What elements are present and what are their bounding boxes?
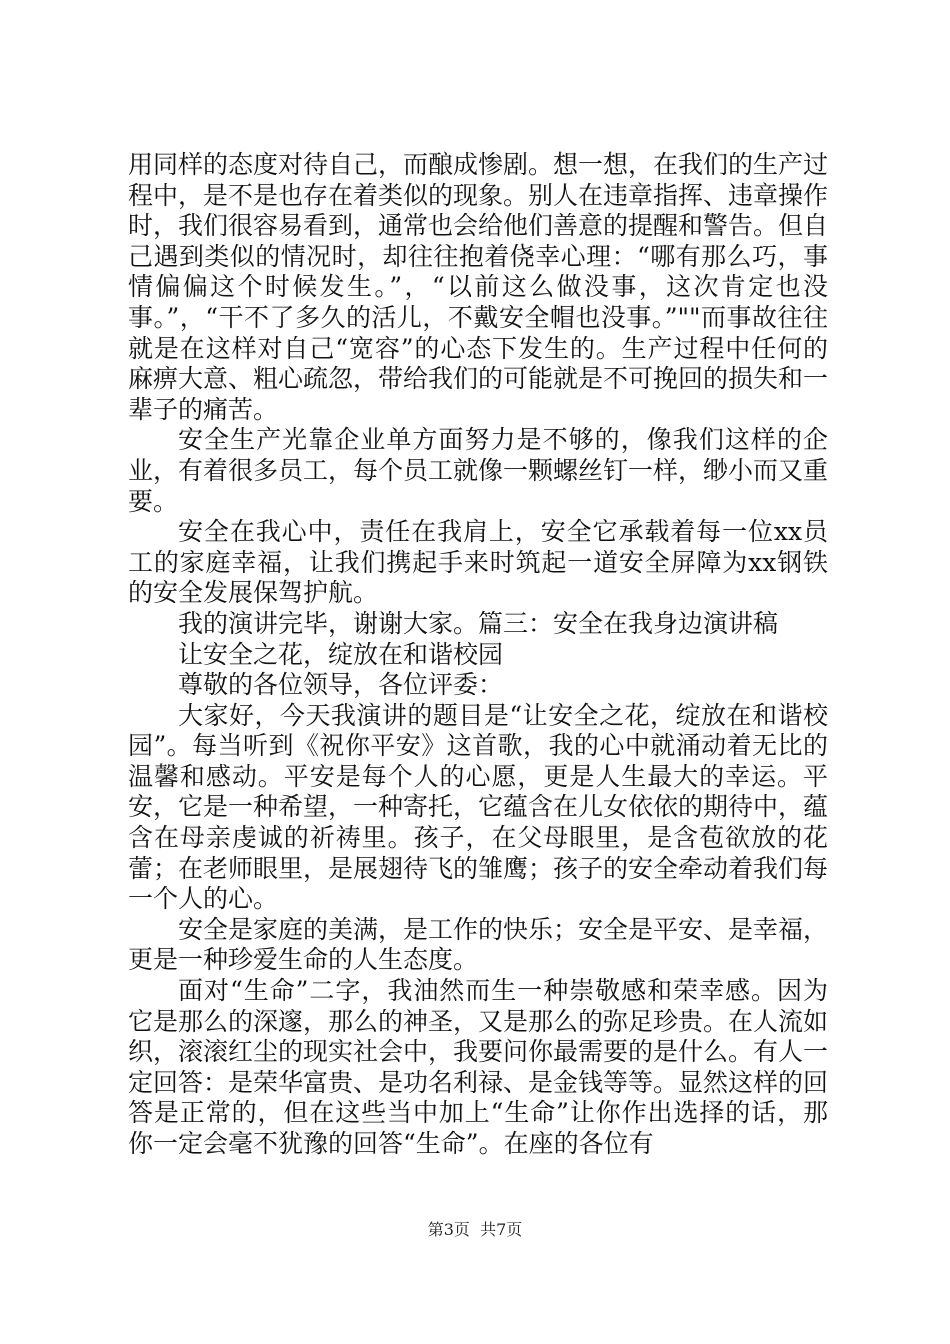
paragraph-8: 安全是家庭的美满，是工作的快乐；安全是平安、是幸福，更是一种珍爱生命的人生态度。 (128, 914, 829, 975)
page-footer (0, 1217, 950, 1240)
section-title: 让安全之花，绽放在和谐校园 (178, 639, 504, 669)
document-body (128, 150, 828, 1160)
paragraph-7: 大家好，今天我演讲的题目是“让安全之花，绽放在和谐校园”。每当听到《祝你平安》这首歌，我的心中就涌动着无比的温馨和感动。平安是每个人的心愿，更是人生最大的幸运。平安，它是一种希望，一种寄托，它蕴含在儿女依依的期待中，蕴含在母亲虔诚的祈祷里。孩子，在父母眼里，是含苞欲放的花蕾；在老师眼里，是展翅待飞的雏鹰；孩子的安全牵动着我们每一个人的心。 (128, 700, 829, 914)
paragraph-1: 用同样的态度对待自己，而酿成惨剧。想一想，在我们的生产过程中，是不是也存在着类似的现象。别人在违章指挥、违章操作时，我们很容易看到，通常也会给他们善意的提醒和警告。但自己遇到类似的情况时，却往往抱着侥幸心理：“哪有那么巧，事情偏偏这个时候发生。”，“以前这么做没事，这次肯定也没事。”，“干不了多久的活儿，不戴安全帽也没事。”""而事故往往就是在这样对自己“宽容”的心态下发生的。生产过程中任何的麻痹大意、粗心疏忽，带给我们的可能就是不可挽回的损失和一辈子的痛苦。 (128, 150, 829, 424)
paragraph-2: 安全生产光靠企业单方面努力是不够的，像我们这样的企业，有着很多员工，每个员工就像一颗螺丝钉一样，缈小而又重要。 (128, 425, 829, 516)
page-number-label: 第3页 共7页 (427, 1220, 523, 1239)
paragraph-9: 面对“生命”二字，我油然而生一种崇敬感和荣幸感。因为它是那么的深邃，那么的神圣，又是那么的弥足珍贵。在人流如织，滚滚红尘的现实社会中，我要问你最需要的是什么。有人一定回答：是荣华富贵、是功名利禄、是金钱等等。显然这样的回答是正常的，但在这些当中加上“生命”让你作出选择的话，那你一定会毫不犹豫的回答“生命”。在座的各位有 (128, 976, 829, 1158)
paragraph-4: 我的演讲完毕，谢谢大家。篇三：安全在我身边演讲稿 (178, 608, 779, 638)
paragraph-3: 安全在我心中，责任在我肩上，安全它承载着每一位xx员工的家庭幸福，让我们携起手来时筑起一道安全屏障为xx钢铁的安全发展保驾护航。 (128, 517, 828, 608)
salutation: 尊敬的各位领导，各位评委： (178, 670, 504, 700)
